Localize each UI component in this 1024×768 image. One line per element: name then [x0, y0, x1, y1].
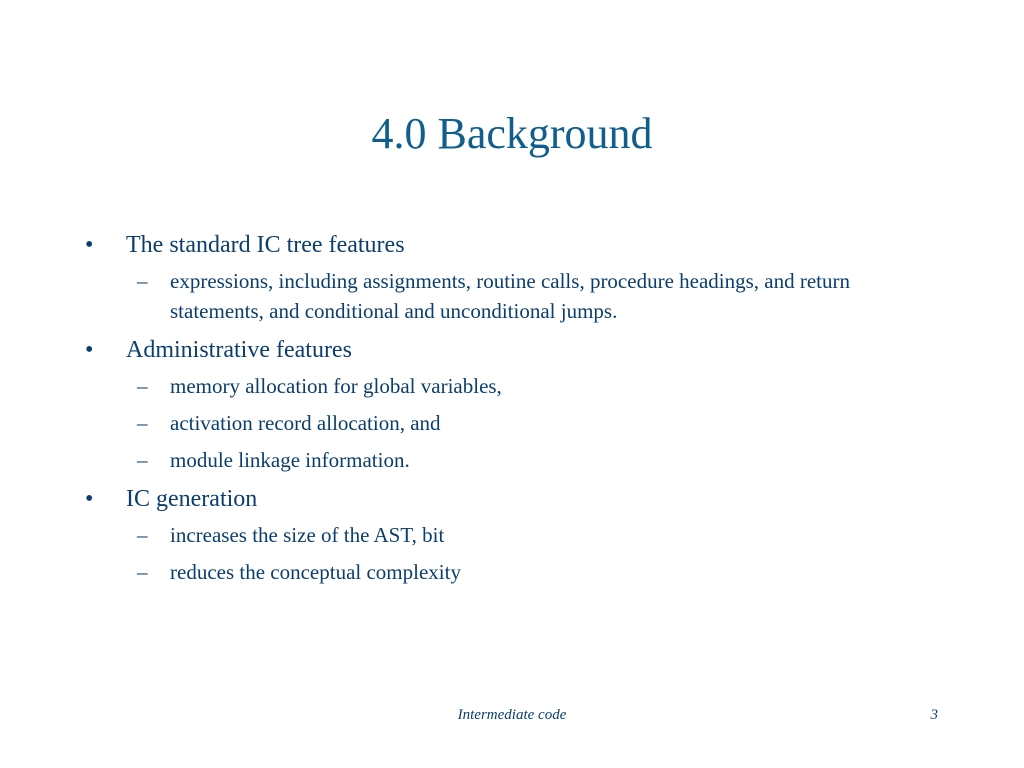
sub-item — [85, 266, 870, 326]
bullet-icon: • — [85, 337, 94, 363]
sub-item-label: module linkage information. — [170, 448, 410, 472]
page-number: 3 — [930, 707, 938, 723]
sub-item — [85, 520, 870, 550]
bullet-item-ic-tree — [85, 228, 955, 262]
dash-icon: – — [137, 560, 148, 584]
sub-item-label: activation record allocation, and — [170, 411, 441, 435]
dash-icon: – — [137, 269, 148, 293]
sub-item — [85, 445, 870, 475]
sub-item — [85, 371, 870, 401]
footer-title: Intermediate code — [457, 707, 567, 723]
sub-item-label: expressions, including assignments, routine calls, procedure headings, and return statements, and conditional and unconditional jumps. — [170, 269, 850, 323]
bullet-label: IC generation — [126, 486, 258, 512]
bullet-item-administrative — [85, 333, 955, 367]
slide-content — [85, 228, 955, 594]
sublist-ic-tree — [85, 266, 955, 326]
sub-item-label: reduces the conceptual complexity — [170, 560, 461, 584]
dash-icon: – — [137, 411, 148, 435]
bullet-label: Administrative features — [126, 337, 352, 363]
sub-item — [85, 408, 870, 438]
dash-icon: – — [137, 523, 148, 547]
sub-item-label: increases the size of the AST, bit — [170, 523, 445, 547]
slide-title: 4.0 Background — [371, 109, 653, 158]
sub-item — [85, 557, 870, 587]
dash-icon: – — [137, 374, 148, 398]
sub-item-label: memory allocation for global variables, — [170, 374, 502, 398]
bullet-icon: • — [85, 232, 94, 258]
bullet-label: The standard IC tree features — [126, 232, 405, 258]
bullet-icon: • — [85, 486, 94, 512]
bullet-item-ic-generation — [85, 482, 955, 516]
sublist-administrative — [85, 371, 955, 475]
sublist-ic-generation — [85, 520, 955, 587]
dash-icon: – — [137, 448, 148, 472]
